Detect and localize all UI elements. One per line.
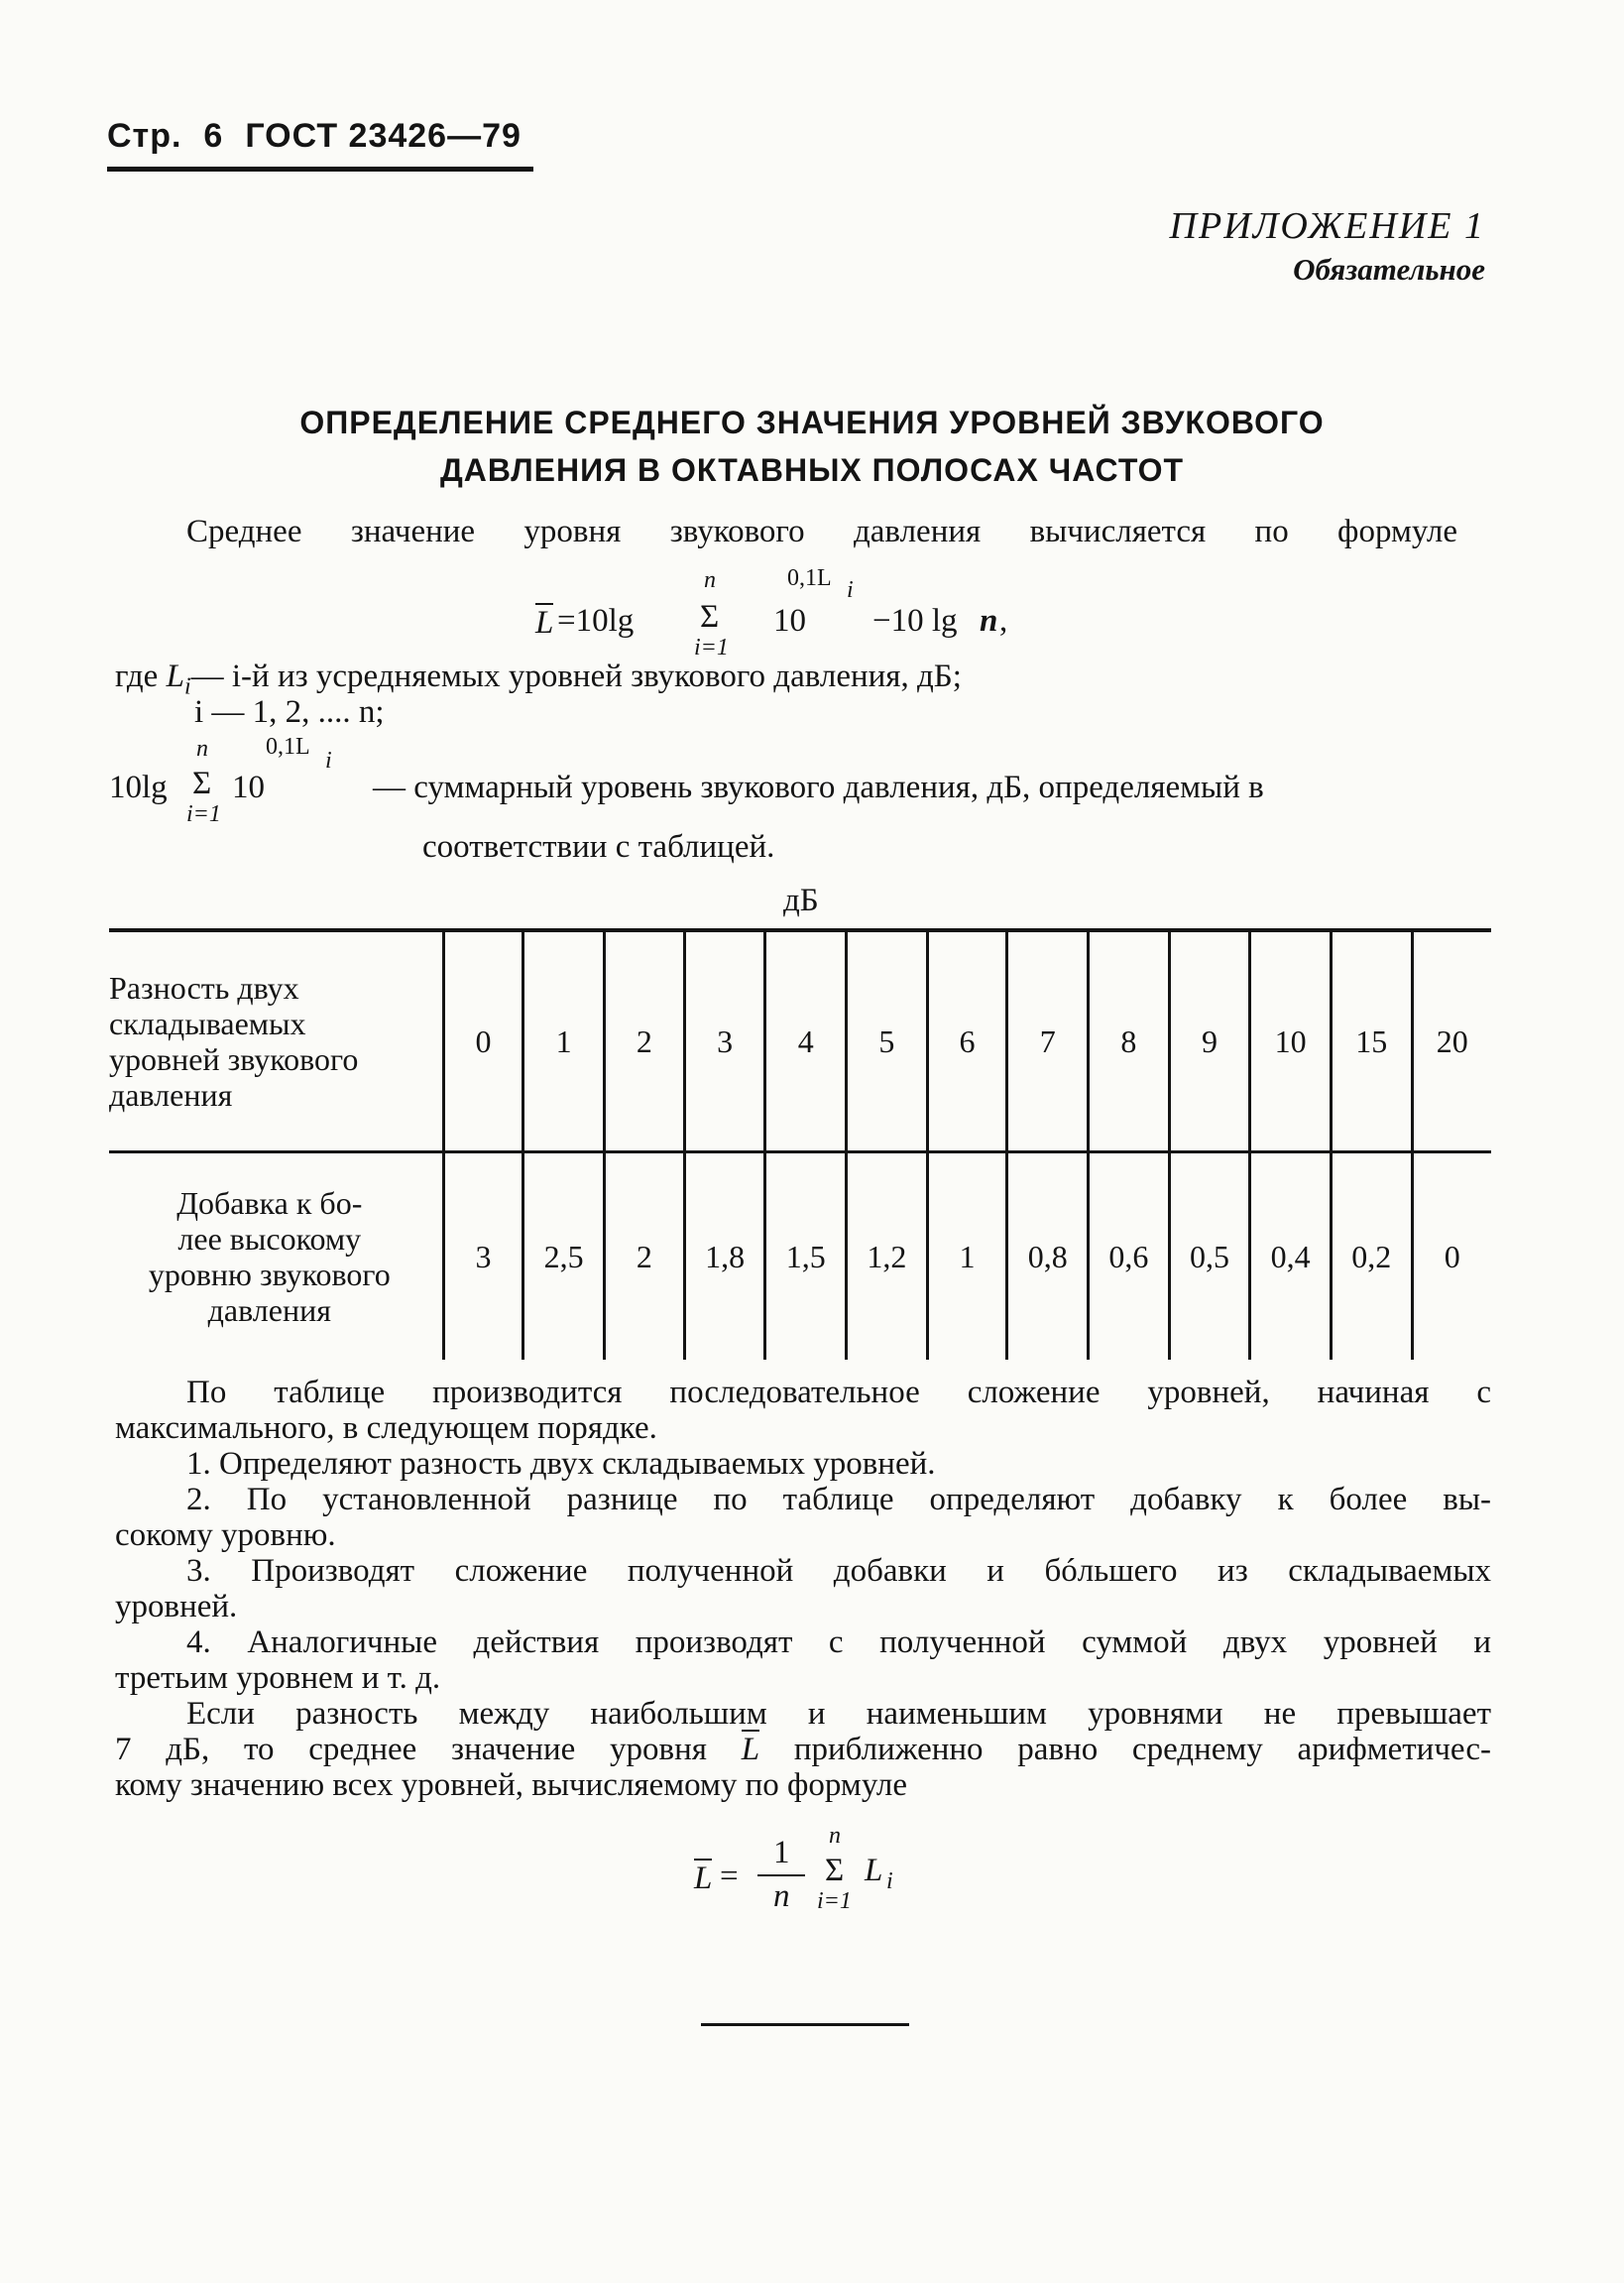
title-line-1: ОПРЕДЕЛЕНИЕ СРЕДНЕГО ЗНАЧЕНИЯ УРОВНЕЙ ЗВУКОВОГО bbox=[299, 405, 1325, 440]
formula1-lhs: L bbox=[535, 605, 554, 641]
table-cell: 0,4 bbox=[1250, 1152, 1332, 1361]
end-rule bbox=[701, 2023, 909, 2026]
step-2: 2. По установленной разнице по таблице определяют добавку к более вы- bbox=[186, 1482, 1491, 1517]
formula1-sum-top: n bbox=[704, 567, 716, 593]
row2-label-line: давления bbox=[207, 1292, 331, 1328]
where-var: L bbox=[166, 659, 184, 694]
formula1-tail-end: , bbox=[999, 603, 1008, 639]
row1-label-line: давления bbox=[109, 1077, 233, 1113]
table-cell: 4 bbox=[765, 930, 847, 1152]
table-cell: 3 bbox=[684, 930, 765, 1152]
table-row-difference bbox=[109, 930, 1491, 1152]
table-cell: 2,5 bbox=[523, 1152, 605, 1361]
table-cell: 5 bbox=[847, 930, 928, 1152]
p6-pre: 7 дБ, то среднее значение уровня bbox=[115, 1732, 707, 1767]
row2-label-line: Добавка к бо- bbox=[176, 1185, 363, 1221]
where-description: — i-й из усредняемых уровней звукового давления, дБ; bbox=[190, 659, 962, 694]
paragraph-line: третьим уровнем и т. д. bbox=[115, 1660, 441, 1696]
paragraph-line: уровней. bbox=[115, 1589, 238, 1624]
table-cell: 0 bbox=[1412, 1152, 1491, 1361]
formula1-tail-var: n bbox=[980, 603, 998, 639]
formula1-sum-bottom: i=1 bbox=[694, 635, 729, 661]
formula3-sum-sign: Σ bbox=[825, 1853, 845, 1888]
paragraph-line: кому значению всех уровней, вычисляемому по формуле bbox=[115, 1767, 907, 1803]
table-cell: 3 bbox=[443, 1152, 523, 1361]
page-label: Стр. bbox=[107, 117, 182, 155]
appendix-status: Обязательное bbox=[1293, 252, 1485, 287]
formula1-tail: −10 lg bbox=[872, 603, 958, 639]
formula3-denominator: n bbox=[773, 1878, 790, 1914]
table-cell: 2 bbox=[604, 1152, 684, 1361]
where-var-sub: i bbox=[183, 673, 191, 700]
row2-label bbox=[109, 1152, 443, 1361]
formula3-var: L bbox=[865, 1853, 883, 1888]
table-cell: 0,8 bbox=[1007, 1152, 1089, 1361]
formula2-sum-sign: Σ bbox=[192, 766, 212, 801]
table-cell: 0 bbox=[443, 930, 523, 1152]
row2-label-line: лее высокому bbox=[177, 1221, 362, 1257]
formula-average-level bbox=[535, 565, 1130, 664]
table-cell: 7 bbox=[1007, 930, 1089, 1152]
title-line-2: ДАВЛЕНИЯ В ОКТАВНЫХ ПОЛОСАХ ЧАСТОТ bbox=[439, 452, 1185, 488]
table-cell: 15 bbox=[1331, 930, 1412, 1152]
step-4: 4. Аналогичные действия производят с полученной суммой двух уровней и bbox=[186, 1624, 1491, 1660]
formula2-sum-top: n bbox=[196, 736, 208, 762]
formula1-eq: =10lg bbox=[557, 603, 635, 639]
paragraph-line bbox=[115, 1732, 1491, 1767]
procedure-text bbox=[115, 1375, 1491, 1803]
paragraph-line: сокому уровню. bbox=[115, 1517, 336, 1553]
table-cell: 20 bbox=[1412, 930, 1491, 1152]
formula2-base: 10 bbox=[232, 770, 265, 805]
p6-var: L bbox=[741, 1732, 760, 1767]
formula1-exp-sub: i bbox=[847, 577, 854, 603]
row1-label-line: уровней звукового bbox=[109, 1041, 359, 1077]
where-prefix: где bbox=[115, 659, 159, 694]
table-cell: 0,2 bbox=[1331, 1152, 1412, 1361]
formula3-lhs: L bbox=[694, 1861, 713, 1896]
table-cell: 8 bbox=[1089, 930, 1170, 1152]
table-cell: 1 bbox=[927, 1152, 1007, 1361]
formula3-var-sub: i bbox=[886, 1868, 893, 1894]
table-cell: 10 bbox=[1250, 930, 1332, 1152]
step-1: 1. Определяют разность двух складываемых уровней. bbox=[186, 1446, 936, 1482]
step-3: 3. Производят сложение полученной добавки и бóльшего из складываемых bbox=[186, 1553, 1491, 1589]
formula3-sum-top: n bbox=[829, 1823, 841, 1849]
sum-description-2: соответствии с таблицей. bbox=[422, 829, 775, 865]
formula-arithmetic-mean bbox=[694, 1823, 952, 1952]
page-header bbox=[107, 117, 543, 156]
row2-label-line: уровню звукового bbox=[148, 1257, 391, 1292]
standard-number: ГОСТ 23426—79 bbox=[245, 117, 522, 155]
formula2-exponent: 0,1L bbox=[266, 734, 310, 760]
row1-label-line: складываемых bbox=[109, 1006, 306, 1041]
table-cell: 1,5 bbox=[765, 1152, 847, 1361]
formula1-sum-sign: Σ bbox=[700, 599, 720, 635]
formula2-prefix: 10lg bbox=[109, 770, 168, 805]
fraction-bar bbox=[757, 1874, 805, 1876]
appendix-label bbox=[1170, 204, 1485, 288]
formula1-exponent: 0,1L bbox=[787, 565, 832, 591]
paragraph-line: По таблице производится последовательное сложение уровней, начиная с bbox=[186, 1375, 1491, 1410]
table-cell: 1 bbox=[523, 930, 605, 1152]
table-cell: 1,8 bbox=[684, 1152, 765, 1361]
table-cell: 0,5 bbox=[1169, 1152, 1250, 1361]
formula3-eq: = bbox=[720, 1859, 739, 1894]
row1-label-line: Разность двух bbox=[109, 970, 299, 1006]
section-title bbox=[0, 399, 1624, 494]
sum-description-1: — суммарный уровень звукового давления, дБ, определяемый в bbox=[373, 770, 1264, 805]
p6-post: приближенно равно среднему арифметичес- bbox=[793, 1732, 1492, 1767]
appendix-title: ПРИЛОЖЕНИЕ 1 bbox=[1169, 205, 1485, 247]
page-number: 6 bbox=[203, 117, 224, 155]
table-cell: 0,6 bbox=[1089, 1152, 1170, 1361]
level-addition-table bbox=[109, 928, 1491, 1360]
formula1-base: 10 bbox=[773, 603, 806, 639]
table-cell: 9 bbox=[1169, 930, 1250, 1152]
table-cell: 6 bbox=[927, 930, 1007, 1152]
table-row-addition bbox=[109, 1152, 1491, 1361]
paragraph-line: максимального, в следующем порядке. bbox=[115, 1410, 657, 1446]
formula2-exp-sub: i bbox=[325, 748, 332, 774]
formula3-sum-bottom: i=1 bbox=[817, 1888, 852, 1914]
table-cell: 1,2 bbox=[847, 1152, 928, 1361]
table-unit: дБ bbox=[783, 883, 819, 918]
header-rule bbox=[107, 167, 533, 172]
row1-label bbox=[109, 930, 443, 1152]
where-line-2: i — 1, 2, .... n; bbox=[194, 694, 385, 730]
formula2-sum-bottom: i=1 bbox=[186, 801, 221, 827]
table-cell: 2 bbox=[604, 930, 684, 1152]
intro-text: Среднее значение уровня звукового давления вычисляется по формуле bbox=[186, 514, 1457, 549]
paragraph-line: Если разность между наибольшим и наименьшим уровнями не превышает bbox=[186, 1696, 1491, 1732]
formula3-numerator: 1 bbox=[773, 1835, 790, 1870]
